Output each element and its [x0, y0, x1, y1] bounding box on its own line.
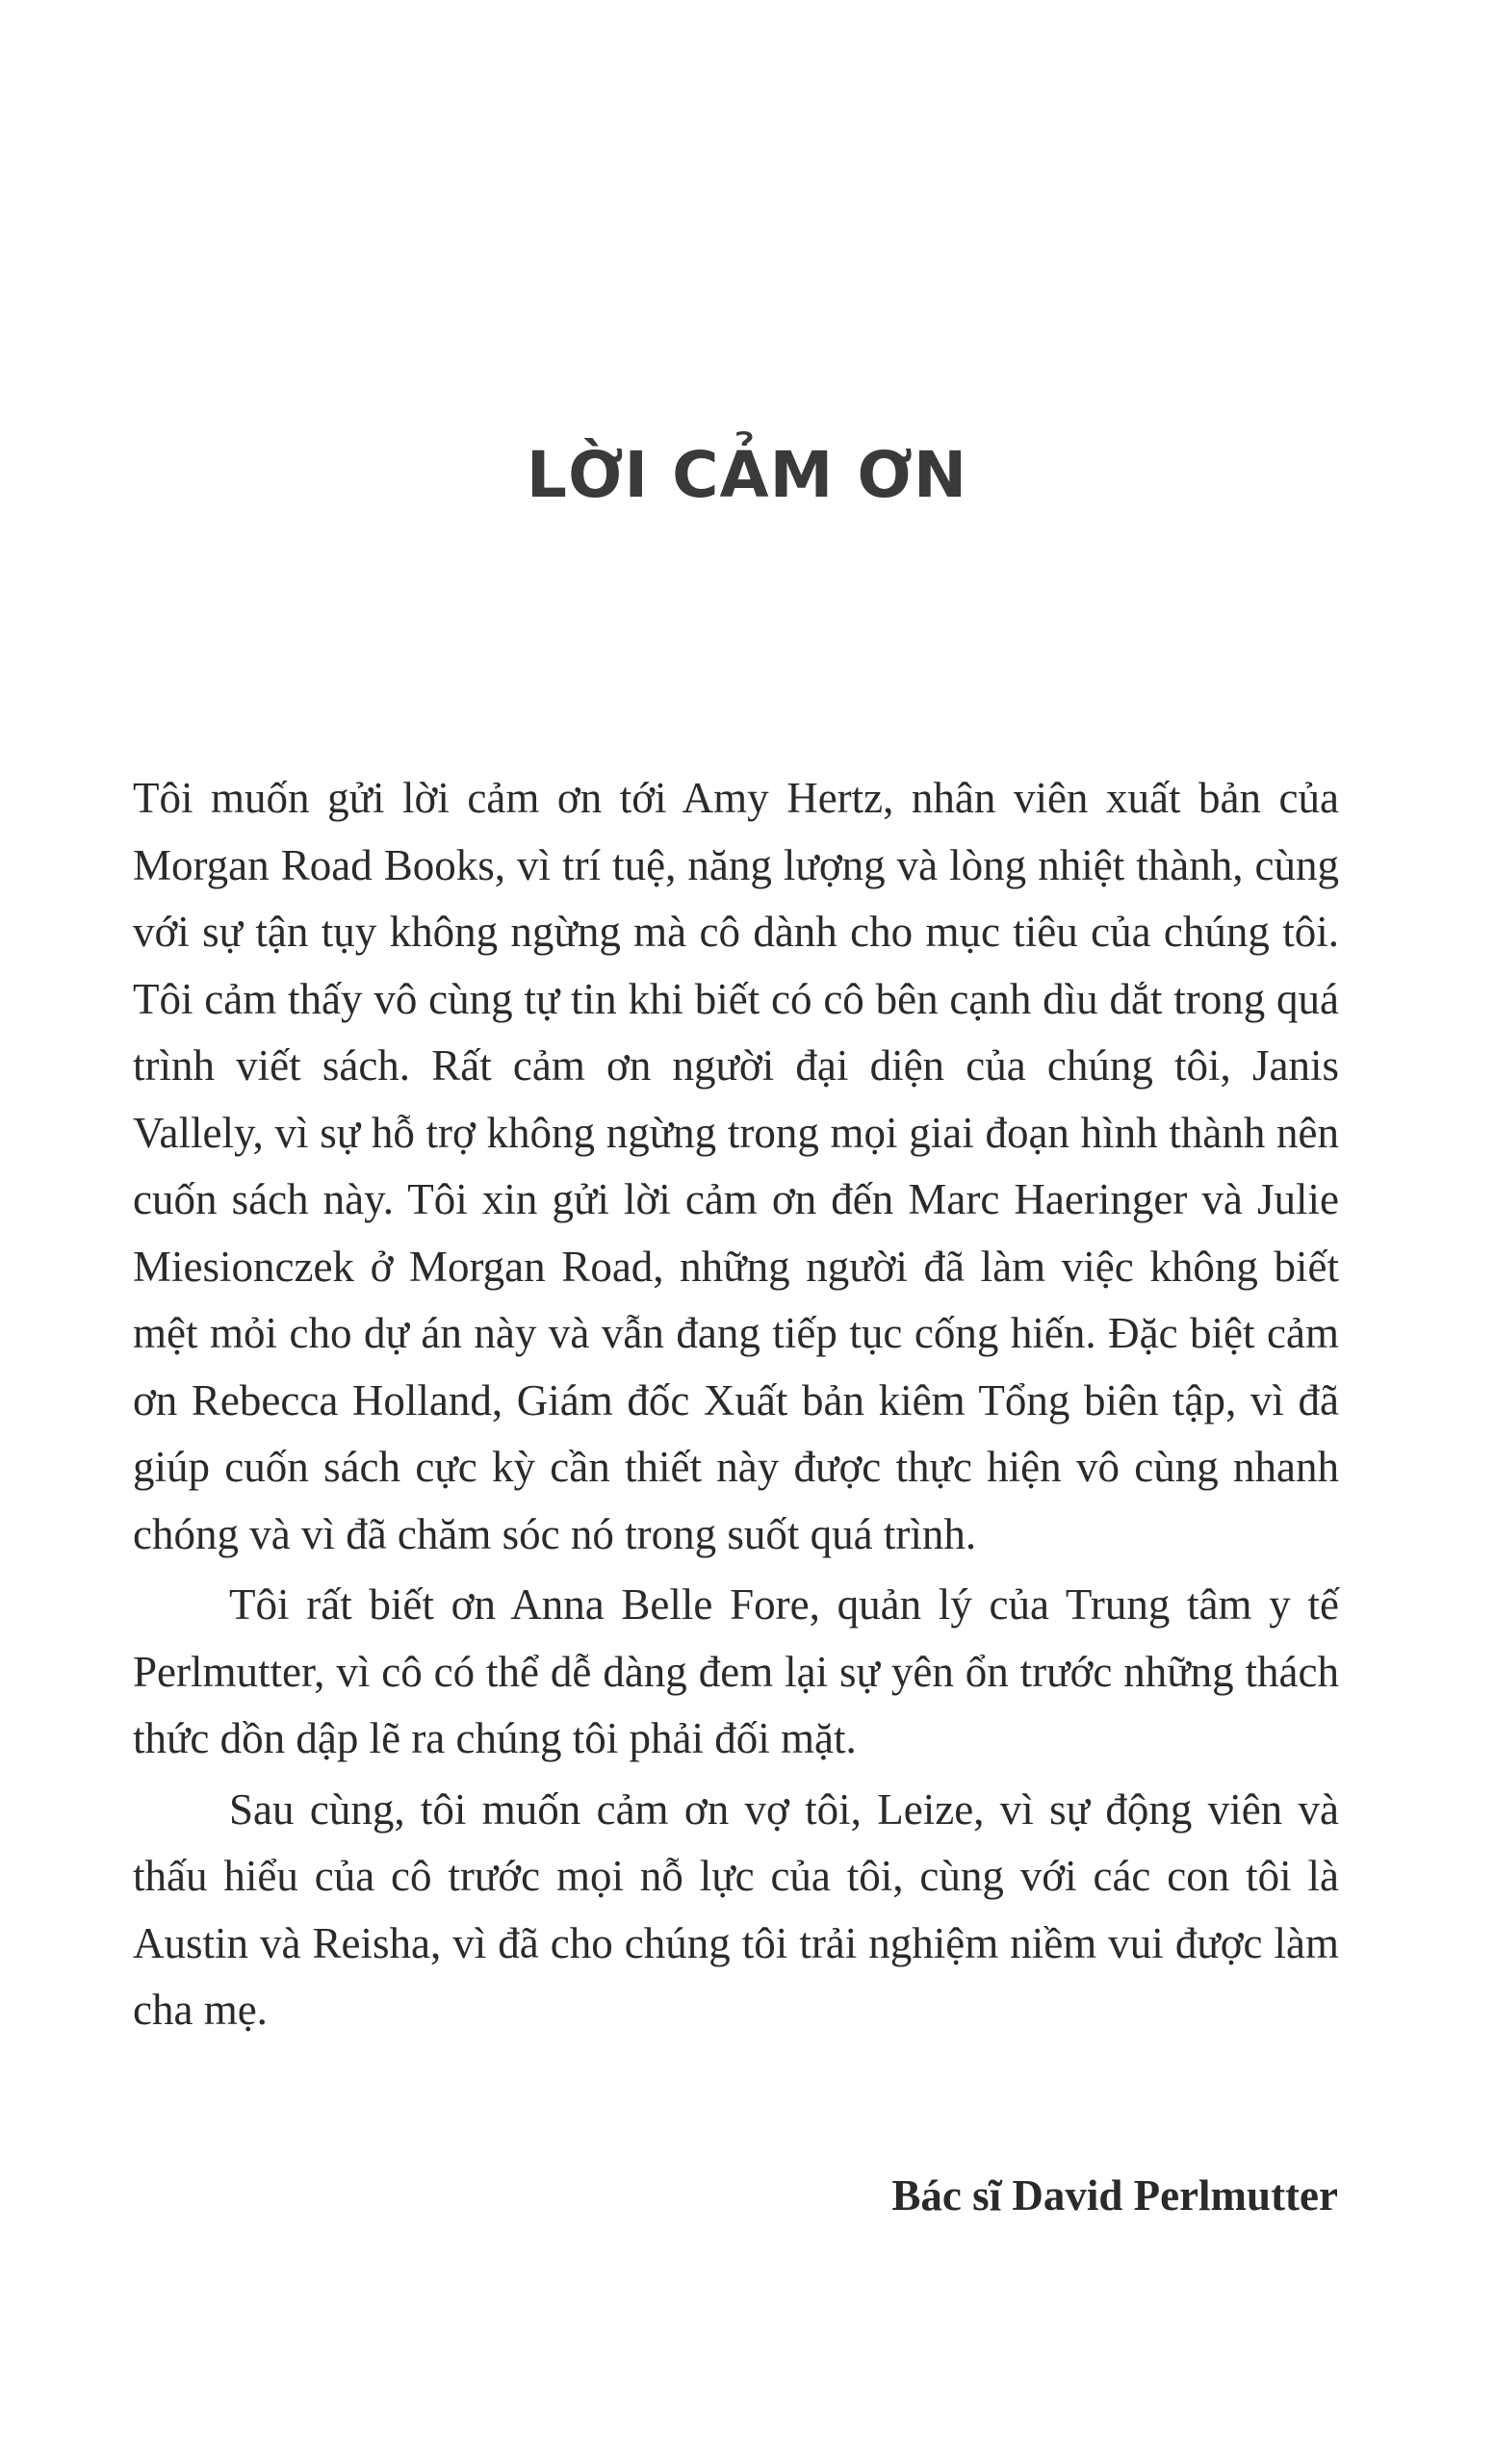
paragraph-2: Tôi rất biết ơn Anna Belle Fore, quản lý của Trung tâm y tế Perlmutter, vì cô có thể dễ dàng đem lại sự yên ổn trước những thách thức dồn dập lẽ ra chúng tôi phải đối mặt. — [133, 1580, 1339, 1762]
page-title: LỜI CẢM ƠN — [526, 438, 968, 512]
author-signature: Bác sĩ David Perlmutter — [891, 2171, 1338, 2220]
acknowledgement-body — [133, 765, 1339, 2048]
paragraph-3: Sau cùng, tôi muốn cảm ơn vợ tôi, Leize, vì sự động viên và thấu hiểu của cô trước mọi nỗ lực của tôi, cùng với các con tôi là Austin và Reisha, vì đã cho chúng tôi trải nghiệm niềm vui được làm cha mẹ. — [133, 1784, 1339, 2034]
paragraph-1: Tôi muốn gửi lời cảm ơn tới Amy Hertz, nhân viên xuất bản của Morgan Road Books, vì trí tuệ, năng lượng và lòng nhiệt thành, cùng với sự tận tụy không ngừng mà cô dành cho mục tiêu của chúng tôi. Tôi cảm thấy vô cùng tự tin khi biết có cô bên cạnh dìu dắt trong quá trình viết sách. Rất cảm ơn người đại diện của chúng tôi, Janis Vallely, vì sự hỗ trợ không ngừng trong mọi giai đoạn hình thành nên cuốn sách này. Tôi xin gửi lời cảm ơn đến Marc Haeringer và Julie Miesionczek ở Morgan Road, những người đã làm việc không biết mệt mỏi cho dự án này và vẫn đang tiếp tục cống hiến. Đặc biệt cảm ơn Rebecca Holland, Giám đốc Xuất bản kiêm Tổng biên tập, vì đã giúp cuốn sách cực kỳ cần thiết này được thực hiện vô cùng nhanh chóng và vì đã chăm sóc nó trong suốt quá trình. — [133, 774, 1339, 1558]
